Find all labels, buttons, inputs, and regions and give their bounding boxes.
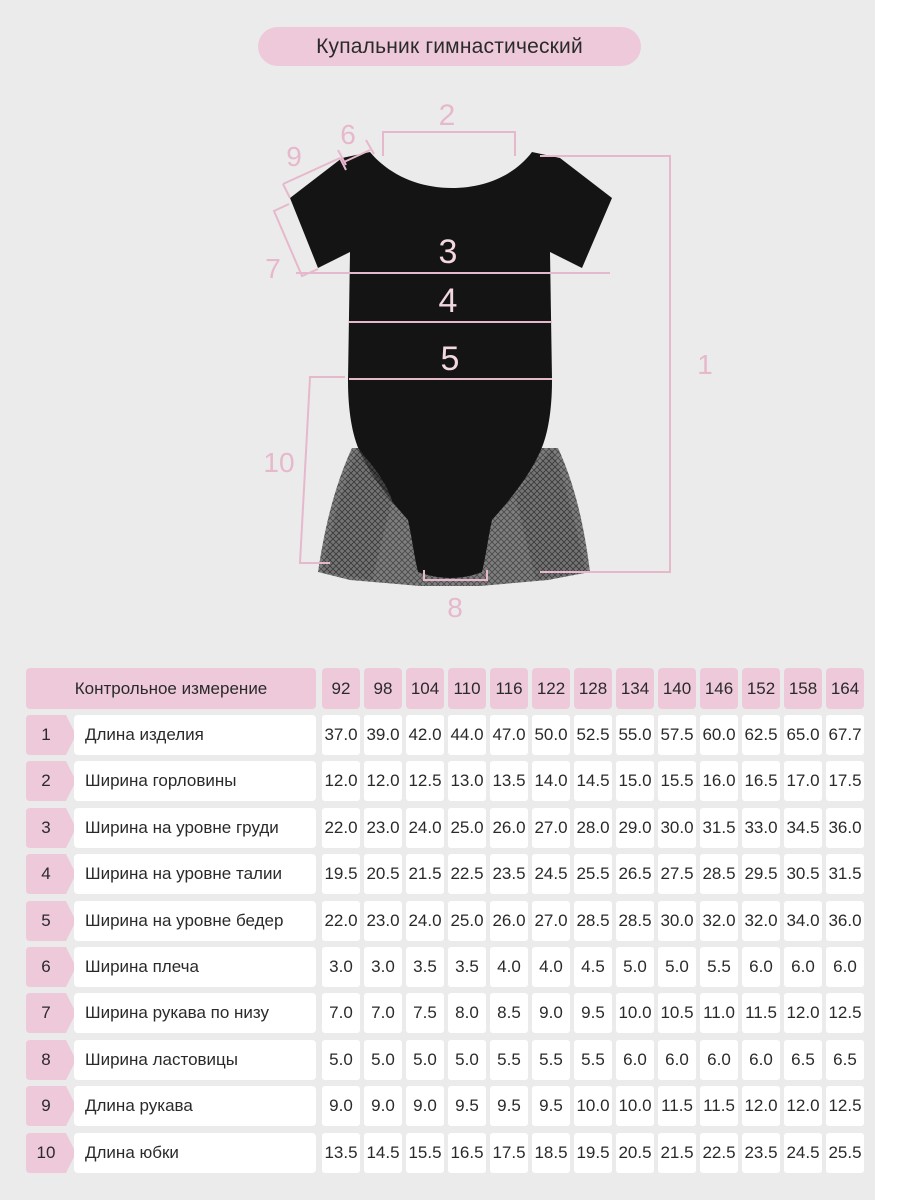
table-cell: 9.0 (406, 1086, 444, 1126)
size-header-116: 116 (490, 668, 528, 709)
table-cell: 11.5 (700, 1086, 738, 1126)
table-cell: 12.0 (784, 1086, 822, 1126)
table-cell: 31.5 (700, 808, 738, 848)
label-6: 6 (340, 119, 356, 150)
row-label: Ширина рукава по низу (74, 993, 316, 1033)
size-header-158: 158 (784, 668, 822, 709)
table-cell: 22.0 (322, 901, 360, 941)
table-cell: 34.0 (784, 901, 822, 941)
table-cell: 30.0 (658, 901, 696, 941)
page-title: Купальник гимнастический (258, 27, 641, 66)
size-header-128: 128 (574, 668, 612, 709)
table-cell: 13.0 (448, 761, 486, 801)
size-header-98: 98 (364, 668, 402, 709)
size-header-104: 104 (406, 668, 444, 709)
table-cell: 39.0 (364, 715, 402, 755)
table-cell: 16.5 (742, 761, 780, 801)
table-cell: 11.5 (742, 993, 780, 1033)
table-cell: 25.0 (448, 808, 486, 848)
table-cell: 9.0 (532, 993, 570, 1033)
garment-diagram-svg (0, 80, 875, 640)
table-cell: 21.5 (658, 1133, 696, 1173)
table-cell: 6.0 (784, 947, 822, 987)
table-cell: 36.0 (826, 901, 864, 941)
table-cell: 57.5 (658, 715, 696, 755)
table-cell: 23.0 (364, 901, 402, 941)
table-cell: 17.5 (826, 761, 864, 801)
row-label: Ширина горловины (74, 761, 316, 801)
table-cell: 10.5 (658, 993, 696, 1033)
table-cell: 25.0 (448, 901, 486, 941)
table-cell: 27.5 (658, 854, 696, 894)
table-cell: 6.5 (826, 1040, 864, 1080)
size-header-164: 164 (826, 668, 864, 709)
label-5: 5 (440, 340, 460, 378)
table-cell: 9.5 (532, 1086, 570, 1126)
table-cell: 26.0 (490, 808, 528, 848)
table-cell: 28.5 (616, 901, 654, 941)
table-cell: 11.0 (700, 993, 738, 1033)
table-cell: 7.0 (364, 993, 402, 1033)
table-cell: 3.0 (364, 947, 402, 987)
table-cell: 10.0 (616, 993, 654, 1033)
table-cell: 8.0 (448, 993, 486, 1033)
table-cell: 60.0 (700, 715, 738, 755)
table-cell: 5.0 (658, 947, 696, 987)
table-cell: 19.5 (574, 1133, 612, 1173)
table-cell: 12.5 (826, 993, 864, 1033)
size-header-152: 152 (742, 668, 780, 709)
table-cell: 24.0 (406, 901, 444, 941)
table-cell: 12.0 (784, 993, 822, 1033)
table-cell: 42.0 (406, 715, 444, 755)
table-cell: 7.5 (406, 993, 444, 1033)
table-cell: 12.0 (742, 1086, 780, 1126)
table-cell: 31.5 (826, 854, 864, 894)
row-label: Ширина на уровне бедер (74, 901, 316, 941)
table-cell: 23.5 (742, 1133, 780, 1173)
table-cell: 36.0 (826, 808, 864, 848)
table-cell: 20.5 (364, 854, 402, 894)
table-cell: 65.0 (784, 715, 822, 755)
row-number-2: 2 (26, 761, 76, 801)
table-cell: 14.5 (574, 761, 612, 801)
label-8: 8 (447, 592, 463, 623)
table-cell: 67.7 (826, 715, 864, 755)
table-cell: 10.0 (574, 1086, 612, 1126)
table-cell: 29.5 (742, 854, 780, 894)
table-cell: 6.0 (742, 947, 780, 987)
table-cell: 14.5 (364, 1133, 402, 1173)
table-cell: 16.5 (448, 1133, 486, 1173)
label-7: 7 (265, 253, 281, 284)
table-cell: 4.0 (532, 947, 570, 987)
table-cell: 17.5 (490, 1133, 528, 1173)
row-number-1: 1 (26, 715, 76, 755)
table-cell: 32.0 (742, 901, 780, 941)
row-label: Длина рукава (74, 1086, 316, 1126)
table-cell: 55.0 (616, 715, 654, 755)
table-cell: 14.0 (532, 761, 570, 801)
table-cell: 6.0 (742, 1040, 780, 1080)
table-cell: 9.0 (364, 1086, 402, 1126)
table-cell: 24.5 (784, 1133, 822, 1173)
table-cell: 6.0 (700, 1040, 738, 1080)
header-label: Контрольное измерение (26, 668, 316, 709)
table-cell: 6.5 (784, 1040, 822, 1080)
table-cell: 15.0 (616, 761, 654, 801)
table-cell: 24.0 (406, 808, 444, 848)
table-cell: 22.5 (700, 1133, 738, 1173)
table-cell: 50.0 (532, 715, 570, 755)
label-4: 4 (438, 282, 458, 320)
table-cell: 5.5 (700, 947, 738, 987)
size-header-134: 134 (616, 668, 654, 709)
table-cell: 23.5 (490, 854, 528, 894)
table-cell: 5.0 (364, 1040, 402, 1080)
table-cell: 29.0 (616, 808, 654, 848)
table-cell: 28.0 (574, 808, 612, 848)
table-cell: 5.0 (448, 1040, 486, 1080)
table-cell: 28.5 (574, 901, 612, 941)
table-cell: 11.5 (658, 1086, 696, 1126)
row-number-5: 5 (26, 901, 76, 941)
table-cell: 5.5 (532, 1040, 570, 1080)
table-cell: 16.0 (700, 761, 738, 801)
table-cell: 30.5 (784, 854, 822, 894)
table-cell: 5.5 (490, 1040, 528, 1080)
table-cell: 13.5 (322, 1133, 360, 1173)
neck-width-line (383, 132, 515, 156)
table-cell: 30.0 (658, 808, 696, 848)
row-number-9: 9 (26, 1086, 76, 1126)
row-number-10: 10 (26, 1133, 76, 1173)
table-cell: 7.0 (322, 993, 360, 1033)
table-cell: 9.5 (574, 993, 612, 1033)
table-cell: 21.5 (406, 854, 444, 894)
row-label: Ширина ластовицы (74, 1040, 316, 1080)
label-9: 9 (286, 141, 302, 172)
table-cell: 5.0 (406, 1040, 444, 1080)
row-number-3: 3 (26, 808, 76, 848)
table-cell: 5.0 (616, 947, 654, 987)
label-1: 1 (697, 349, 713, 380)
table-cell: 12.0 (322, 761, 360, 801)
label-10: 10 (263, 447, 295, 478)
table-cell: 3.5 (406, 947, 444, 987)
label-3: 3 (438, 233, 458, 271)
size-header-110: 110 (448, 668, 486, 709)
table-cell: 25.5 (574, 854, 612, 894)
table-cell: 18.5 (532, 1133, 570, 1173)
table-cell: 12.5 (406, 761, 444, 801)
table-cell: 10.0 (616, 1086, 654, 1126)
table-cell: 25.5 (826, 1133, 864, 1173)
table-cell: 22.0 (322, 808, 360, 848)
table-cell: 27.0 (532, 808, 570, 848)
table-cell: 9.5 (448, 1086, 486, 1126)
table-cell: 3.0 (322, 947, 360, 987)
table-cell: 52.5 (574, 715, 612, 755)
table-cell: 27.0 (532, 901, 570, 941)
table-cell: 12.0 (364, 761, 402, 801)
size-header-92: 92 (322, 668, 360, 709)
table-cell: 33.0 (742, 808, 780, 848)
table-cell: 34.5 (784, 808, 822, 848)
row-label: Ширина на уровне талии (74, 854, 316, 894)
table-cell: 8.5 (490, 993, 528, 1033)
row-label: Длина юбки (74, 1133, 316, 1173)
table-cell: 6.0 (658, 1040, 696, 1080)
size-header-122: 122 (532, 668, 570, 709)
table-cell: 6.0 (616, 1040, 654, 1080)
row-number-6: 6 (26, 947, 76, 987)
row-label: Ширина плеча (74, 947, 316, 987)
size-header-140: 140 (658, 668, 696, 709)
row-number-8: 8 (26, 1040, 76, 1080)
table-cell: 47.0 (490, 715, 528, 755)
garment-diagram (0, 80, 875, 640)
row-number-7: 7 (26, 993, 76, 1033)
table-cell: 3.5 (448, 947, 486, 987)
table-cell: 9.0 (322, 1086, 360, 1126)
table-cell: 6.0 (826, 947, 864, 987)
table-cell: 15.5 (406, 1133, 444, 1173)
row-label: Ширина на уровне груди (74, 808, 316, 848)
row-number-4: 4 (26, 854, 76, 894)
table-cell: 4.0 (490, 947, 528, 987)
table-cell: 22.5 (448, 854, 486, 894)
table-cell: 24.5 (532, 854, 570, 894)
table-cell: 9.5 (490, 1086, 528, 1126)
table-cell: 4.5 (574, 947, 612, 987)
table-cell: 20.5 (616, 1133, 654, 1173)
table-cell: 26.0 (490, 901, 528, 941)
table-cell: 44.0 (448, 715, 486, 755)
table-cell: 12.5 (826, 1086, 864, 1126)
label-2: 2 (438, 99, 456, 132)
table-cell: 28.5 (700, 854, 738, 894)
table-cell: 13.5 (490, 761, 528, 801)
size-header-146: 146 (700, 668, 738, 709)
table-cell: 32.0 (700, 901, 738, 941)
table-cell: 37.0 (322, 715, 360, 755)
table-cell: 17.0 (784, 761, 822, 801)
table-cell: 26.5 (616, 854, 654, 894)
table-cell: 5.0 (322, 1040, 360, 1080)
table-cell: 62.5 (742, 715, 780, 755)
table-cell: 19.5 (322, 854, 360, 894)
table-cell: 15.5 (658, 761, 696, 801)
table-cell: 5.5 (574, 1040, 612, 1080)
table-cell: 23.0 (364, 808, 402, 848)
row-label: Длина изделия (74, 715, 316, 755)
